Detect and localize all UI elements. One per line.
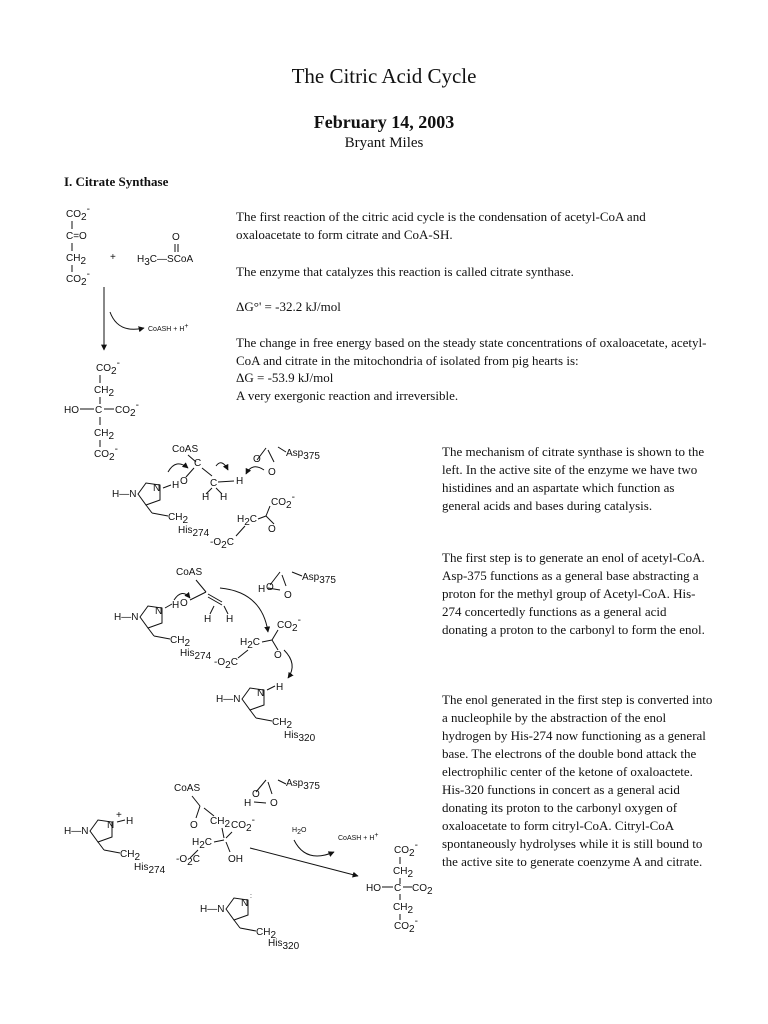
svg-text:H—N: H—N	[216, 694, 241, 705]
svg-text:CoAS: CoAS	[174, 783, 201, 794]
svg-text:H2C: H2C	[192, 837, 213, 851]
svg-text:CO2-: CO2-	[115, 400, 139, 419]
mechanism-step-2	[114, 567, 336, 744]
free-energy-text: The change in free energy based on the steady state concentrations of oxaloacetate, acetyl-CoA and citrate in the mitochondria of isolated from pig hearts is:	[236, 335, 707, 368]
svg-text:H2C: H2C	[237, 514, 258, 528]
paragraph-enzyme: The enzyme that catalyzes this reaction is called citrate synthase.	[236, 264, 574, 279]
svg-text:C: C	[194, 458, 202, 469]
citrate-structure	[64, 358, 139, 463]
svg-text:CO2-: CO2-	[277, 615, 301, 634]
svg-text:His320: His320	[284, 730, 316, 744]
svg-text:+: +	[116, 810, 122, 821]
svg-text:O: O	[270, 798, 278, 809]
svg-text:H—N: H—N	[200, 904, 225, 915]
svg-text:H—N: H—N	[112, 489, 137, 500]
svg-text:CO2: CO2	[412, 883, 433, 897]
svg-text:CH2: CH2	[393, 866, 414, 880]
svg-text:O: O	[274, 650, 282, 661]
plus-sign: +	[110, 252, 116, 263]
svg-text:H: H	[276, 682, 284, 693]
svg-text:N: N	[241, 898, 249, 909]
svg-text:CO2-: CO2-	[66, 204, 90, 223]
svg-text:CoAS: CoAS	[172, 444, 199, 455]
svg-text:H: H	[258, 584, 266, 595]
svg-text:CH2: CH2	[66, 253, 87, 267]
svg-text:H: H	[236, 476, 244, 487]
svg-text:CO2-: CO2-	[271, 492, 295, 511]
svg-text:H: H	[220, 492, 228, 503]
svg-text:CoASH + H+: CoASH + H+	[338, 832, 379, 842]
exergonic-note: A very exergonic reaction and irreversible.	[236, 387, 459, 403]
svg-text:O: O	[284, 590, 292, 601]
svg-text:O: O	[268, 524, 276, 535]
svg-text:Asp375: Asp375	[286, 778, 320, 792]
svg-text:O: O	[172, 232, 180, 243]
svg-text:O: O	[180, 476, 188, 487]
svg-text:H: H	[126, 816, 134, 827]
svg-text:CH2: CH2	[94, 385, 115, 399]
svg-text:C: C	[394, 883, 402, 894]
svg-text:H: H	[172, 600, 180, 611]
oxaloacetate-structure	[66, 204, 90, 288]
document-author: Bryant Miles	[344, 135, 424, 151]
svg-text:H2C: H2C	[240, 637, 261, 651]
svg-text:His274: His274	[180, 648, 212, 662]
svg-text:His274: His274	[178, 525, 210, 539]
coash-label: CoASH + H+	[148, 323, 189, 333]
paragraph-intro: The first reaction of the citric acid cycle is the condensation of acetyl-CoA and oxaloacetate to form citrate and CoA-SH.	[236, 209, 646, 242]
page-title: The Citric Acid Cycle	[291, 64, 477, 88]
svg-text:CH2: CH2	[120, 849, 141, 863]
svg-text:CO2-: CO2-	[66, 269, 90, 288]
svg-text:H: H	[244, 798, 252, 809]
paragraph-mechanism: The mechanism of citrate synthase is shown to the left. In the active site of the enzyme we have two histidines and an aspartate which function as general acids and bases during catalysis.	[442, 444, 705, 513]
paragraph-delta-g-standard: ΔG°' = -32.2 kJ/mol	[236, 299, 341, 314]
svg-text:CH2: CH2	[210, 816, 231, 830]
svg-text:HO: HO	[366, 883, 381, 894]
acetyl-coa-structure	[137, 232, 193, 268]
svg-text:C: C	[210, 478, 218, 489]
coash-release-arrow	[110, 312, 144, 329]
svg-text:His320: His320	[268, 938, 300, 952]
mechanism-step-1	[112, 444, 320, 551]
svg-text:CH2: CH2	[170, 635, 191, 649]
svg-text:H: H	[202, 492, 210, 503]
svg-text:O: O	[268, 467, 276, 478]
svg-text:N: N	[257, 688, 265, 699]
svg-text:H: H	[172, 480, 180, 491]
svg-text:O: O	[180, 598, 188, 609]
svg-text:O: O	[253, 454, 261, 465]
section-heading: I. Citrate Synthase	[64, 174, 169, 189]
delta-g-value: ΔG = -53.9 kJ/mol	[236, 370, 334, 386]
svg-text:CO2-: CO2-	[394, 840, 418, 859]
svg-text:CH2: CH2	[272, 717, 293, 731]
svg-text:N: N	[155, 606, 163, 617]
svg-text:H3C—SCoA: H3C—SCoA	[137, 254, 194, 268]
svg-text:CH2: CH2	[94, 428, 115, 442]
water-label: H2O	[292, 827, 307, 836]
svg-text:H: H	[226, 614, 234, 625]
svg-text:CH2: CH2	[168, 512, 189, 526]
mechanism-step-3	[64, 778, 433, 952]
svg-text:O: O	[190, 820, 198, 831]
svg-text:HO: HO	[64, 405, 79, 416]
svg-text:N: N	[107, 820, 115, 831]
paragraph-nucleophile-step: The enol generated in the first step is converted into a nucleophile by the abstraction of the enol hydrogen by His-274 now functioning as a general base. The electrons of the double bond attack the electrophilic center of the ketone of oxaloactete. His-320 functions in concert as a general acid donating its proton to the carbonyl oxygen of oxaloacetate to form citryl-CoA. Citryl-CoA spontaneously hydrolyses while it is still bound to the active site to generate coenzyme A and citrate.	[442, 692, 713, 869]
svg-text:O: O	[266, 582, 274, 593]
svg-text:C: C	[95, 405, 103, 416]
svg-text:OH: OH	[228, 854, 243, 865]
svg-text:O: O	[252, 789, 260, 800]
svg-text::: :	[250, 893, 252, 900]
svg-text:CH2: CH2	[393, 902, 414, 916]
paragraph-enol-step: The first step is to generate an enol of acetyl-CoA. Asp-375 functions as a general base abstracting a proton for the methyl group of Acetyl-CoA. His-274 concertedly functions as a general acid donating a proton to the carbonyl to form the enol.	[442, 550, 705, 637]
svg-text:CO2-: CO2-	[96, 358, 120, 377]
svg-text:CO2-: CO2-	[94, 444, 118, 463]
svg-text:Asp375: Asp375	[286, 448, 320, 462]
svg-text:-O2C: -O2C	[214, 657, 238, 671]
svg-text:CO2-: CO2-	[394, 916, 418, 935]
svg-text:C=O: C=O	[66, 231, 87, 242]
svg-text:CO2-: CO2-	[231, 815, 255, 834]
svg-text:H: H	[204, 614, 212, 625]
svg-text:CH2: CH2	[256, 927, 277, 941]
svg-text:His274: His274	[134, 862, 166, 876]
document-date: February 14, 2003	[313, 112, 455, 132]
svg-text:H—N: H—N	[64, 826, 89, 837]
svg-text:H—N: H—N	[114, 612, 139, 623]
svg-text:-O2C: -O2C	[176, 854, 200, 868]
svg-text:-O2C: -O2C	[210, 537, 234, 551]
svg-text:N: N	[153, 483, 161, 494]
svg-text:CoAS: CoAS	[176, 567, 203, 578]
svg-text:Asp375: Asp375	[302, 572, 336, 586]
